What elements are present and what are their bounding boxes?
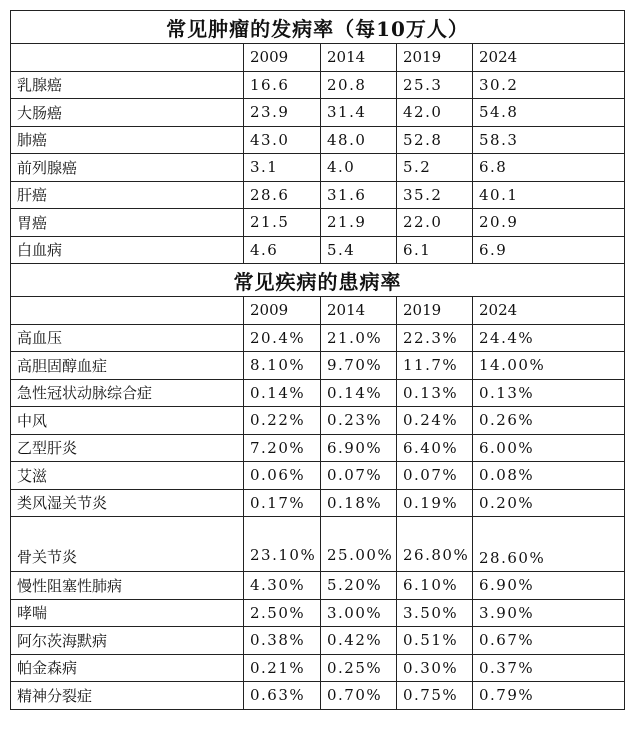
value-cell: 42.0 (397, 99, 473, 127)
value-cell: 5.4 (321, 236, 397, 264)
value-cell: 0.25% (321, 654, 397, 682)
value-cell: 25.3 (397, 71, 473, 99)
value-cell: 4.6 (244, 236, 321, 264)
row-label: 中风 (11, 407, 244, 435)
value-cell: 0.79% (473, 682, 625, 710)
value-cell: 6.00% (473, 434, 625, 462)
row-label: 急性冠状动脉综合症 (11, 379, 244, 407)
value-cell: 3.50% (397, 599, 473, 627)
value-cell: 0.06% (244, 462, 321, 490)
value-cell: 0.23% (321, 407, 397, 435)
value-cell: 35.2 (397, 181, 473, 209)
value-cell: 9.70% (321, 352, 397, 380)
disease-year-2009: 2009 (244, 297, 321, 325)
value-cell: 3.90% (473, 599, 625, 627)
value-cell: 0.38% (244, 627, 321, 655)
cancer-header-row (11, 44, 625, 72)
value-cell: 7.20% (244, 434, 321, 462)
table-row (11, 462, 625, 490)
table-row (11, 489, 625, 517)
table-row (11, 599, 625, 627)
row-label: 乳腺癌 (11, 71, 244, 99)
value-cell: 3.00% (321, 599, 397, 627)
row-label: 白血病 (11, 236, 244, 264)
table-row (11, 352, 625, 380)
value-cell: 20.8 (321, 71, 397, 99)
value-cell: 4.0 (321, 154, 397, 182)
row-label: 高血压 (11, 324, 244, 352)
value-cell: 0.13% (397, 379, 473, 407)
value-cell: 54.8 (473, 99, 625, 127)
value-cell: 14.00% (473, 352, 625, 380)
cancer-year-2014: 2014 (321, 44, 397, 72)
value-cell: 3.1 (244, 154, 321, 182)
value-cell: 0.14% (321, 379, 397, 407)
table-row (11, 379, 625, 407)
value-cell: 0.37% (473, 654, 625, 682)
value-cell: 20.4% (244, 324, 321, 352)
value-cell: 25.00% (321, 517, 397, 572)
value-cell: 0.67% (473, 627, 625, 655)
cancer-year-2019: 2019 (397, 44, 473, 72)
table-row (11, 236, 625, 264)
cancer-header-blank (11, 44, 244, 72)
value-cell: 22.3% (397, 324, 473, 352)
disease-header-blank (11, 297, 244, 325)
disease-rows (11, 324, 625, 709)
table-row (11, 572, 625, 600)
value-cell: 0.07% (397, 462, 473, 490)
value-cell: 43.0 (244, 126, 321, 154)
value-cell: 31.4 (321, 99, 397, 127)
cancer-year-2024: 2024 (473, 44, 625, 72)
value-cell: 0.42% (321, 627, 397, 655)
row-label: 阿尔茨海默病 (11, 627, 244, 655)
cancer-rows (11, 71, 625, 264)
value-cell: 21.5 (244, 209, 321, 237)
value-cell: 0.19% (397, 489, 473, 517)
value-cell: 0.30% (397, 654, 473, 682)
value-cell: 20.9 (473, 209, 625, 237)
value-cell: 31.6 (321, 181, 397, 209)
value-cell: 5.20% (321, 572, 397, 600)
value-cell: 48.0 (321, 126, 397, 154)
value-cell: 28.60% (473, 517, 625, 572)
value-cell: 16.6 (244, 71, 321, 99)
row-label: 前列腺癌 (11, 154, 244, 182)
cancer-title-row (11, 11, 625, 44)
value-cell: 0.21% (244, 654, 321, 682)
disease-year-2024: 2024 (473, 297, 625, 325)
value-cell: 40.1 (473, 181, 625, 209)
value-cell: 0.75% (397, 682, 473, 710)
row-label: 大肠癌 (11, 99, 244, 127)
disease-year-2014: 2014 (321, 297, 397, 325)
value-cell: 28.6 (244, 181, 321, 209)
row-label: 胃癌 (11, 209, 244, 237)
row-label: 骨关节炎 (11, 517, 244, 572)
value-cell: 0.24% (397, 407, 473, 435)
value-cell: 0.07% (321, 462, 397, 490)
cancer-table-title: 常见肿瘤的发病率（每10万人） (11, 11, 625, 44)
statistics-table (10, 10, 625, 710)
value-cell: 0.14% (244, 379, 321, 407)
table-row (11, 517, 625, 572)
value-cell: 0.20% (473, 489, 625, 517)
table-row (11, 209, 625, 237)
value-cell: 6.90% (321, 434, 397, 462)
value-cell: 58.3 (473, 126, 625, 154)
value-cell: 26.80% (397, 517, 473, 572)
value-cell: 2.50% (244, 599, 321, 627)
row-label: 肺癌 (11, 126, 244, 154)
value-cell: 6.90% (473, 572, 625, 600)
table-row (11, 434, 625, 462)
value-cell: 0.17% (244, 489, 321, 517)
value-cell: 30.2 (473, 71, 625, 99)
value-cell: 21.0% (321, 324, 397, 352)
row-label: 艾滋 (11, 462, 244, 490)
row-label: 慢性阻塞性肺病 (11, 572, 244, 600)
value-cell: 0.18% (321, 489, 397, 517)
table-row (11, 154, 625, 182)
statistics-document (10, 10, 625, 710)
value-cell: 0.51% (397, 627, 473, 655)
table-row (11, 71, 625, 99)
row-label: 哮喘 (11, 599, 244, 627)
value-cell: 6.8 (473, 154, 625, 182)
disease-header-row (11, 297, 625, 325)
value-cell: 6.10% (397, 572, 473, 600)
row-label: 高胆固醇血症 (11, 352, 244, 380)
value-cell: 23.10% (244, 517, 321, 572)
row-label: 精神分裂症 (11, 682, 244, 710)
value-cell: 0.63% (244, 682, 321, 710)
table-row (11, 627, 625, 655)
value-cell: 0.22% (244, 407, 321, 435)
value-cell: 6.9 (473, 236, 625, 264)
value-cell: 23.9 (244, 99, 321, 127)
value-cell: 5.2 (397, 154, 473, 182)
row-label: 类风湿关节炎 (11, 489, 244, 517)
value-cell: 6.40% (397, 434, 473, 462)
value-cell: 11.7% (397, 352, 473, 380)
value-cell: 0.26% (473, 407, 625, 435)
value-cell: 0.13% (473, 379, 625, 407)
value-cell: 6.1 (397, 236, 473, 264)
table-row (11, 181, 625, 209)
disease-table-title: 常见疾病的患病率 (11, 264, 625, 297)
value-cell: 0.08% (473, 462, 625, 490)
row-label: 乙型肝炎 (11, 434, 244, 462)
value-cell: 8.10% (244, 352, 321, 380)
value-cell: 0.70% (321, 682, 397, 710)
table-row (11, 324, 625, 352)
value-cell: 24.4% (473, 324, 625, 352)
disease-year-2019: 2019 (397, 297, 473, 325)
table-row (11, 682, 625, 710)
table-row (11, 654, 625, 682)
value-cell: 52.8 (397, 126, 473, 154)
value-cell: 21.9 (321, 209, 397, 237)
table-row (11, 99, 625, 127)
row-label: 肝癌 (11, 181, 244, 209)
table-row (11, 407, 625, 435)
value-cell: 4.30% (244, 572, 321, 600)
disease-title-row (11, 264, 625, 297)
value-cell: 22.0 (397, 209, 473, 237)
table-row (11, 126, 625, 154)
row-label: 帕金森病 (11, 654, 244, 682)
cancer-year-2009: 2009 (244, 44, 321, 72)
